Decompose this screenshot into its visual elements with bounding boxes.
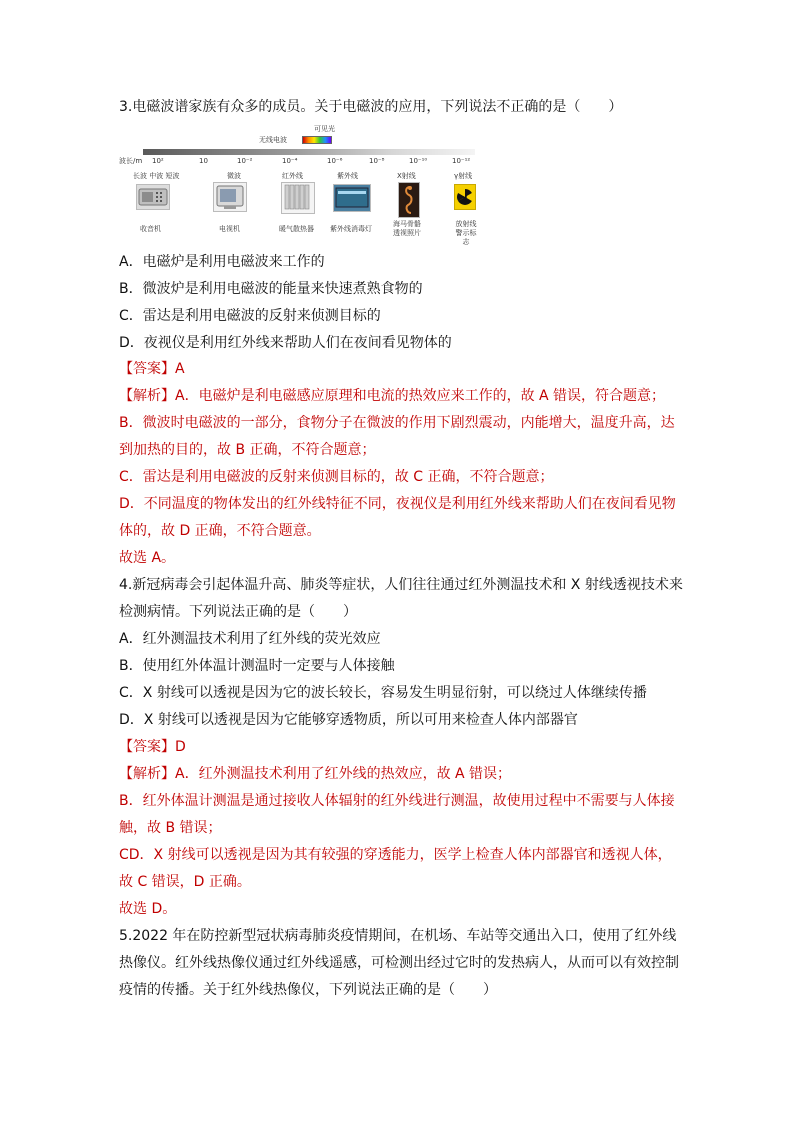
q4-analysis-line: 【解析】A．红外测温技术利用了红外线的热效应，故 A 错误； [119,766,512,782]
q3-answer [119,360,185,378]
answer-value: A [175,361,185,377]
tick-label: 10⁻⁸ [369,157,385,165]
q3-analysis-line: 【解析】A．电磁炉是利电磁感应原理和电流的热效应来工作的，故 A 错误，符合题意； [119,388,666,404]
q4-analysis-line: CD．X 射线可以透视是因为其有较强的穿透能力，医学上检查人体内部器官和透视人体， [119,847,672,863]
q4-option-a: A．红外测温技术利用了红外线的荧光效应 [119,631,381,647]
tick-label: 10⁻¹⁰ [409,157,428,165]
radio-image [136,184,170,210]
image-caption: 海马骨骼 透视照片 [393,220,421,237]
q3-stem: 3.电磁波谱家族有众多的成员。关于电磁波的应用，下列说法不正确的是（ ） [119,99,623,115]
q3-option-b: B．微波炉是利用电磁波的能量来快速煮熟食物的 [119,281,423,297]
q3-option-d: D．夜视仪是利用红外线来帮助人们在夜间看见物体的 [119,335,452,351]
q4-analysis-line: 故 C 错误，D 正确。 [119,874,251,890]
analysis-tag: 【解析】 [119,388,175,404]
visible-light-band [302,136,332,144]
television-image [213,182,247,212]
image-caption: 电视机 [219,225,240,233]
answer-value: D [175,739,186,755]
visible-light-label: 可见光 [314,125,335,133]
q4-stem: 4.新冠病毒会引起体温升高、肺炎等症状，人们往往通过红外测温技术和 X 射线透视技术来 [119,577,683,593]
radiation-warning-image [454,184,476,210]
electromagnetic-spectrum-figure [119,122,479,246]
band-label: X射线 [397,172,416,180]
q3-conclusion: 故选 A。 [119,550,176,566]
band-label: 紫外线 [337,172,358,180]
q3-analysis-line: C．雷达是利用电磁波的反射来侦测目标的，故 C 正确，不符合题意； [119,469,554,485]
tick-label: 10⁻¹² [452,157,471,165]
q4-analysis-line: B．红外体温计测温是通过接收人体辐射的红外线进行测温，故使用过程中不需要与人体接 [119,793,675,809]
tick-label: 10⁻² [237,157,253,165]
band-label: 长波 中波 短波 [133,172,180,180]
band-label: 红外线 [282,172,303,180]
q4-option-d: D．X 射线可以透视是因为它能够穿透物质，所以可用来检查人体内部器官 [119,712,578,728]
axis-label: 波长/m [119,157,143,165]
tick-label: 10 [199,157,208,165]
band-label: γ射线 [454,172,473,180]
q4-analysis-line: 触，故 B 错误； [119,820,222,836]
uv-lamp-image [333,184,371,212]
q4-stem: 检测病情。下列说法正确的是（ ） [119,604,357,620]
q4-answer [119,738,186,756]
tick-label: 10⁻⁶ [327,157,343,165]
image-caption: 暖气散热器 [279,225,314,233]
wavelength-bar [143,149,475,155]
q3-option-c: C．雷达是利用电磁波的反射来侦测目标的 [119,308,381,324]
q3-analysis-line: B．微波时电磁波的一部分，食物分子在微波的作用下剧烈震动，内能增大，温度升高，达 [119,415,675,431]
image-caption: 收音机 [140,225,161,233]
q5-stem: 5.2022 年在防控新型冠状病毒肺炎疫情期间，在机场、车站等交通出入口，使用了红外线 [119,928,677,944]
q4-option-c: C．X 射线可以透视是因为它的波长较长，容易发生明显衍射，可以绕过人体继续传播 [119,685,647,701]
seahorse-xray-image [398,182,420,218]
image-caption: 放射线 警示标志 [455,220,477,246]
q3-analysis-line: D．不同温度的物体发出的红外线特征不同，夜视仪是利用红外线来帮助人们在夜间看见物 [119,496,676,512]
q5-stem: 疫情的传播。关于红外线热像仪，下列说法正确的是（ ） [119,982,497,998]
q3-analysis-line: 到加热的目的，故 B 正确，不符合题意； [119,442,376,458]
analysis-tag: 【解析】 [119,766,175,782]
tick-label: 10⁻⁴ [282,157,298,165]
answer-tag: 【答案】 [119,361,175,377]
radiator-image [281,182,315,214]
q4-option-b: B．使用红外体温计测温时一定要与人体接触 [119,658,395,674]
tick-label: 10² [152,157,164,165]
band-label: 微波 [227,172,241,180]
q5-stem: 热像仪。红外线热像仪通过红外线遥感，可检测出经过它时的发热病人，从而可以有效控制 [119,955,679,971]
answer-tag: 【答案】 [119,739,175,755]
image-caption: 紫外线消毒灯 [330,225,372,233]
radio-wave-label: 无线电波 [259,136,287,144]
q3-analysis-line: 体的，故 D 正确，不符合题意。 [119,523,321,539]
q3-option-a: A．电磁炉是利用电磁波来工作的 [119,254,325,270]
q4-conclusion: 故选 D。 [119,901,177,917]
